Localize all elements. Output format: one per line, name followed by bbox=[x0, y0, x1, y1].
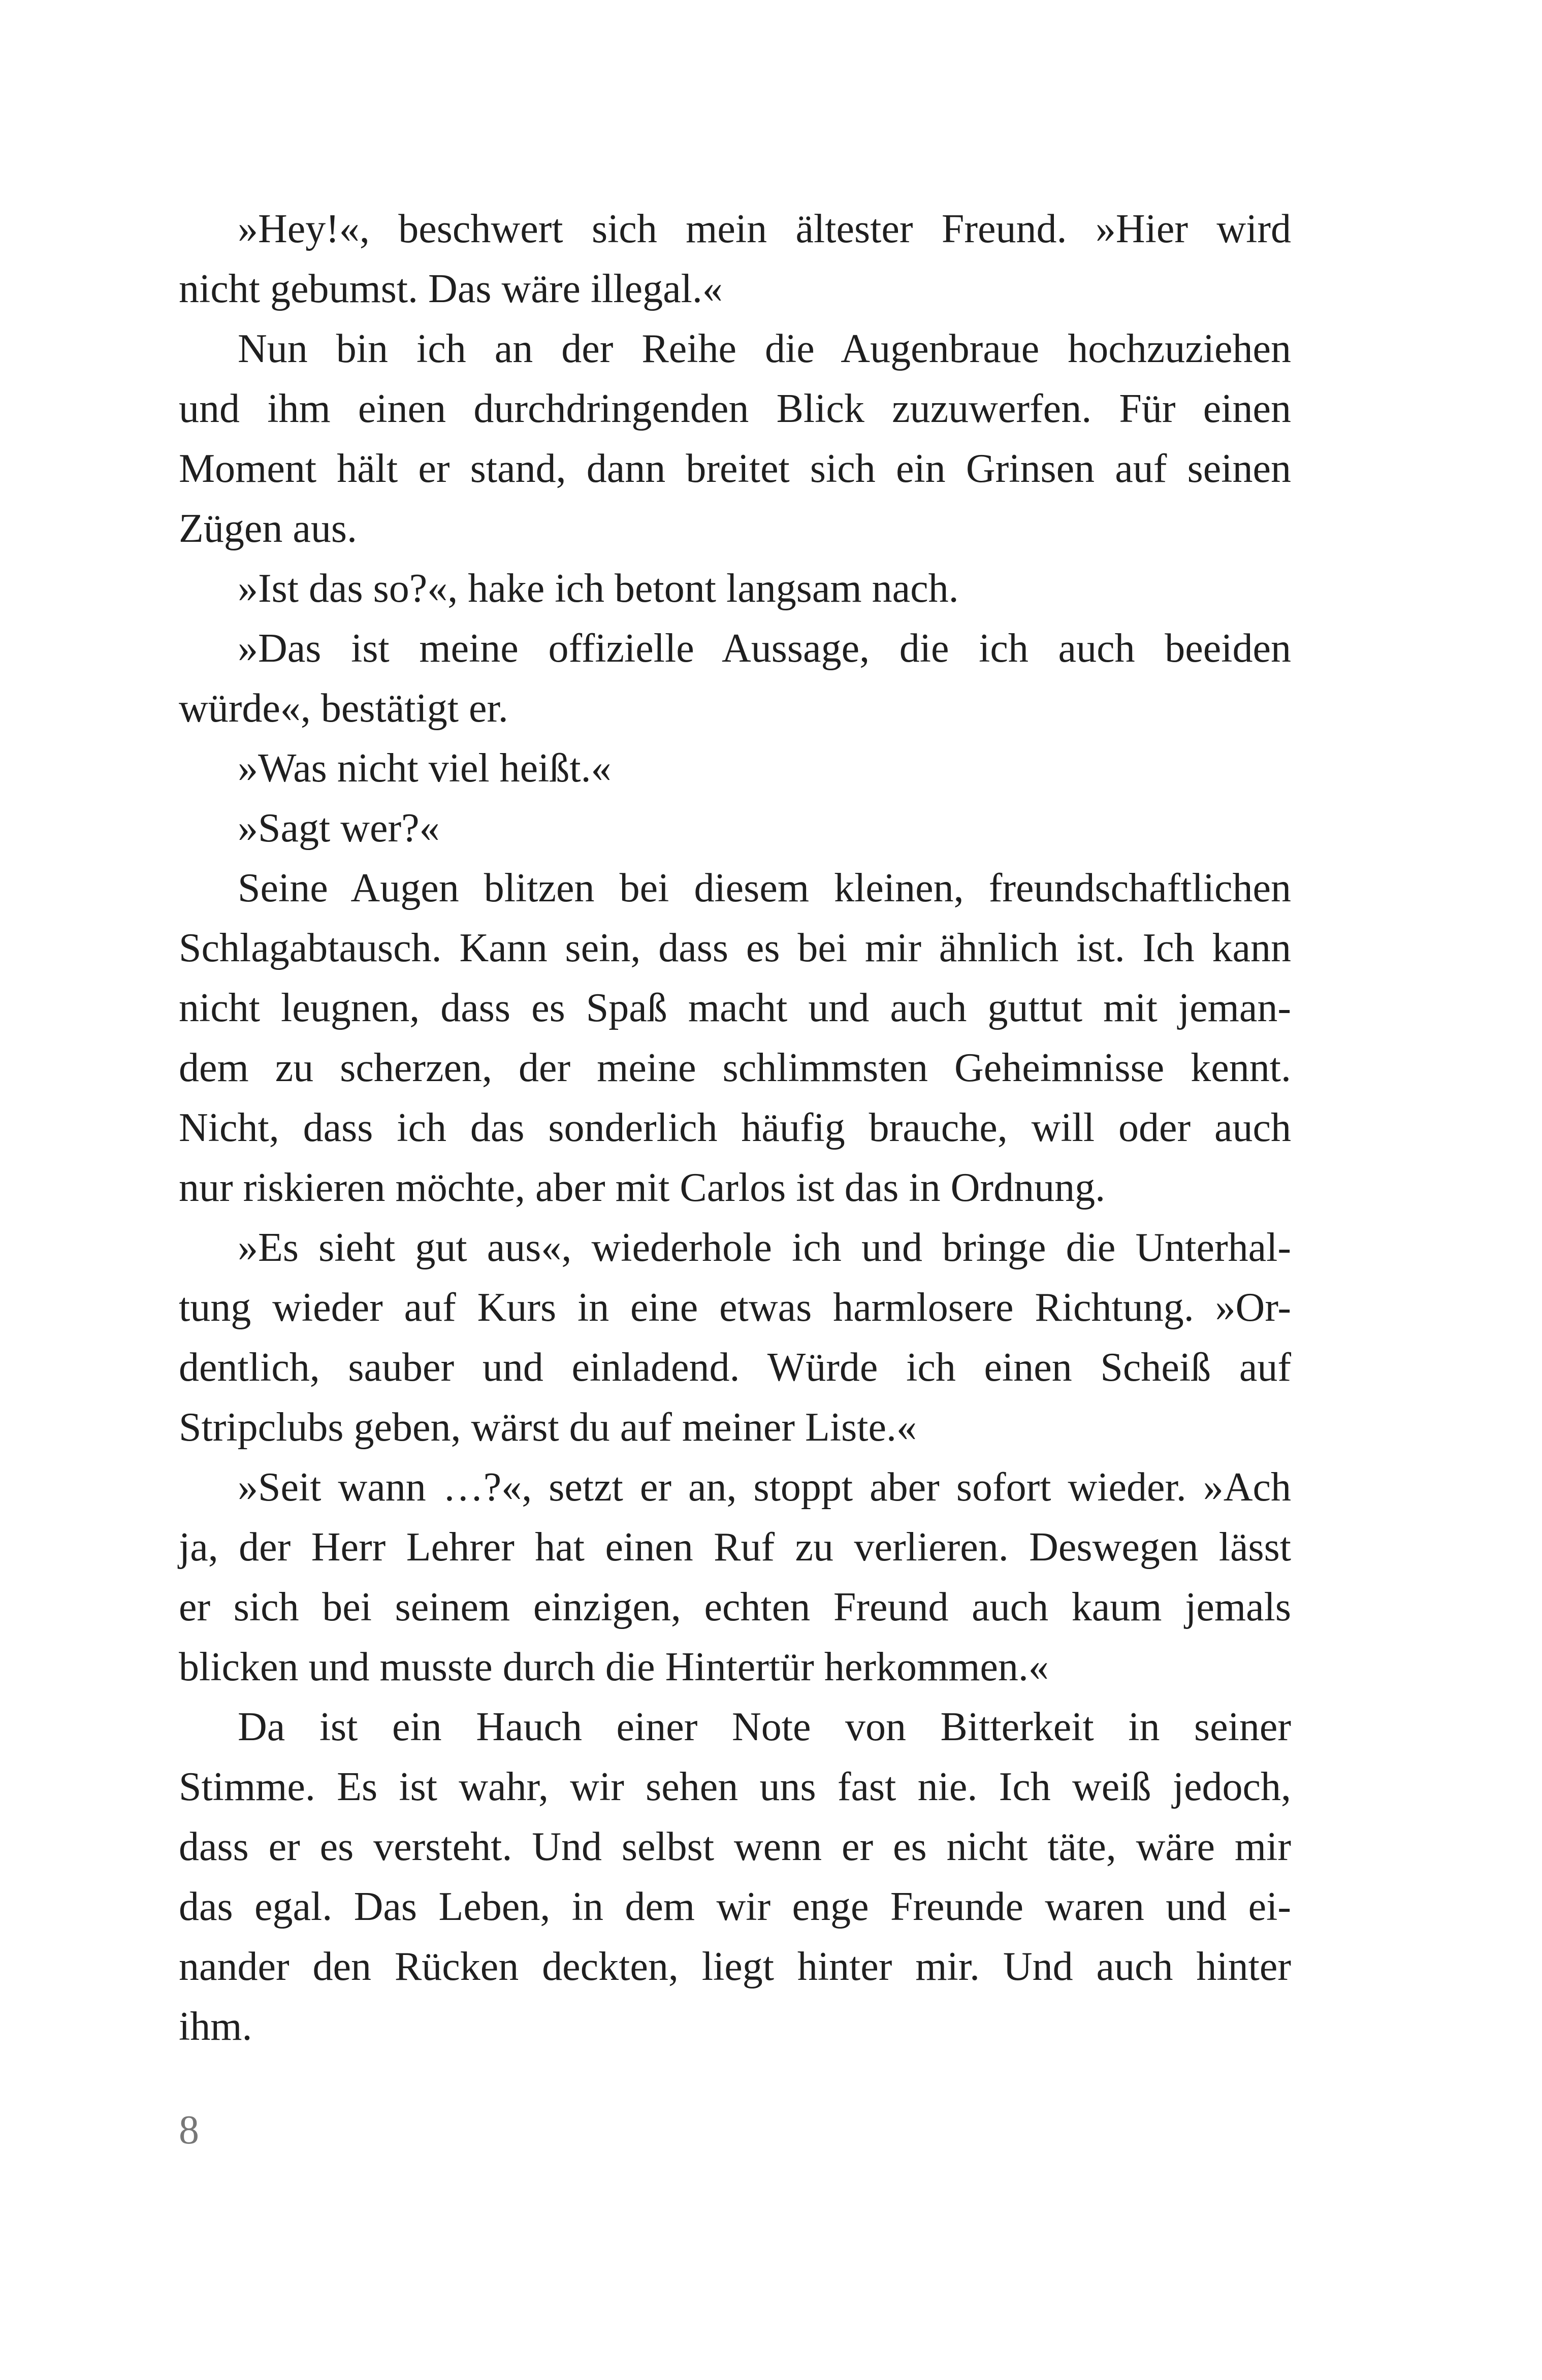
text-line: nicht leugnen, dass es Spaß macht und auch guttut mit jeman- bbox=[179, 986, 1291, 1030]
text-line: tung wieder auf Kurs in eine etwas harmlosere Richtung. »Or- bbox=[179, 1285, 1291, 1330]
text-line: dentlich, sauber und einladend. Würde ich einen Scheiß auf bbox=[179, 1345, 1291, 1390]
text-line: das egal. Das Leben, in dem wir enge Freunde waren und ei- bbox=[179, 1884, 1291, 1929]
text-line: Stripclubs geben, wärst du auf meiner Liste.« bbox=[179, 1405, 917, 1450]
text-line: »Sagt wer?« bbox=[238, 806, 440, 851]
text-line: würde«, bestätigt er. bbox=[179, 686, 508, 731]
text-line: er sich bei seinem einzigen, echten Freund auch kaum jemals bbox=[179, 1585, 1291, 1629]
text-line: »Das ist meine offizielle Aussage, die ich auch beeiden bbox=[238, 626, 1291, 671]
text-line: dass er es versteht. Und selbst wenn er es nicht täte, wäre mir bbox=[179, 1824, 1291, 1869]
text-line: nander den Rücken deckten, liegt hinter mir. Und auch hinter bbox=[179, 1944, 1291, 1989]
text-line: nicht gebumst. Das wäre illegal.« bbox=[179, 267, 723, 311]
text-line: »Ist das so?«, hake ich betont langsam nach. bbox=[238, 566, 959, 611]
text-line: »Was nicht viel heißt.« bbox=[238, 746, 612, 791]
text-line: Stimme. Es ist wahr, wir sehen uns fast nie. Ich weiß jedoch, bbox=[179, 1765, 1291, 1809]
text-line: dem zu scherzen, der meine schlimmsten Geheimnisse kennt. bbox=[179, 1046, 1291, 1090]
text-line: »Seit wann …?«, setzt er an, stoppt aber sofort wieder. »Ach bbox=[238, 1465, 1291, 1510]
text-line: Moment hält er stand, dann breitet sich ein Grinsen auf seinen bbox=[179, 446, 1291, 491]
text-line: ihm. bbox=[179, 2004, 252, 2049]
text-line: Seine Augen blitzen bei diesem kleinen, freundschaftlichen bbox=[238, 866, 1291, 910]
body-text bbox=[179, 199, 1291, 2057]
text-line: Schlagabtausch. Kann sein, dass es bei mir ähnlich ist. Ich kann bbox=[179, 926, 1291, 970]
text-line: Da ist ein Hauch einer Note von Bitterkeit in seiner bbox=[238, 1705, 1291, 1749]
text-line: nur riskieren möchte, aber mit Carlos ist das in Ordnung. bbox=[179, 1165, 1106, 1210]
text-line: Zügen aus. bbox=[179, 506, 358, 551]
text-line: Nicht, dass ich das sonderlich häufig brauche, will oder auch bbox=[179, 1105, 1291, 1150]
page-number: 8 bbox=[179, 2108, 199, 2153]
text-line: »Hey!«, beschwert sich mein ältester Freund. »Hier wird bbox=[238, 207, 1291, 251]
text-line: und ihm einen durchdringenden Blick zuzuwerfen. Für einen bbox=[179, 386, 1291, 431]
text-line: blicken und musste durch die Hintertür herkommen.« bbox=[179, 1645, 1049, 1689]
text-line: Nun bin ich an der Reihe die Augenbraue hochzuziehen bbox=[238, 327, 1291, 371]
text-line: »Es sieht gut aus«, wiederhole ich und bringe die Unterhal- bbox=[238, 1225, 1291, 1270]
text-line: ja, der Herr Lehrer hat einen Ruf zu verlieren. Deswegen lässt bbox=[179, 1525, 1291, 1570]
